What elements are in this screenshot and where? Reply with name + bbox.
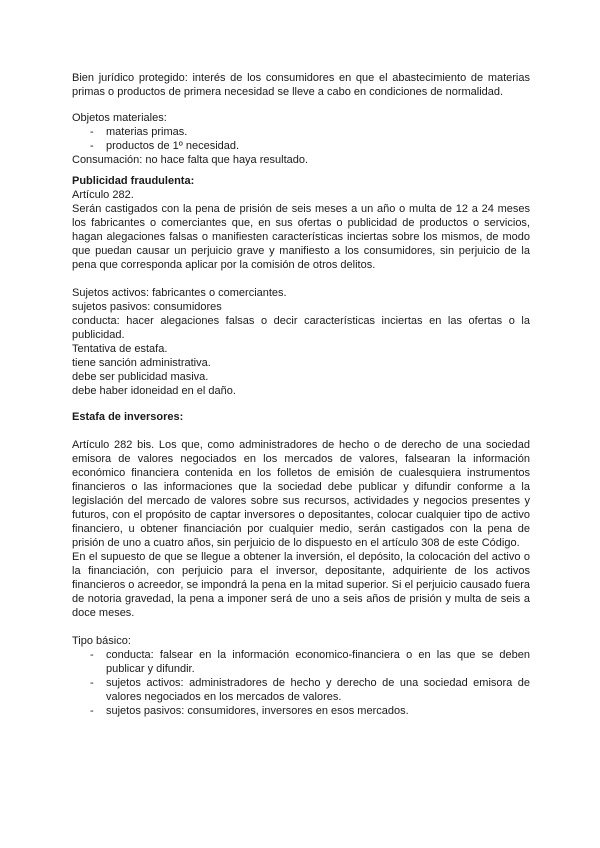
note-line: Sujetos activos: fabricantes o comerciantes. <box>72 287 287 299</box>
note-line: tiene sanción administrativa. <box>72 357 211 369</box>
note-line: sujetos pasivos: consumidores <box>72 301 222 313</box>
list-item: - sujetos pasivos: consumidores, inversores en esos mercados. <box>72 704 530 718</box>
bien-juridico-paragraph: Bien jurídico protegido: interés de los consumidores en que el abastecimiento de materias primas o productos de primera necesidad se lleve a cabo en condiciones de normalidad. <box>72 72 530 98</box>
list-item: - sujetos activos: administradores de hecho y derecho de una sociedad emisora de valores negociados en los mercados de valores. <box>72 676 530 704</box>
article-text: Artículo 282 bis. Los que, como administradores de hecho o de derecho de una sociedad emisora de valores negociados en los mercados de valores, falsearan la información económico financiera contenida en los folletos de emisión de cualesquiera instrumentos financieros o las informaciones que la sociedad debe publicar y difundir conforme a la legislación del mercado de valores sobre sus recursos, actividades y negocios presentes y futuros, con el propósito de captar inversores o depositantes, colocar cualquier tipo de activo financiero, u obtener financiación por cualquier medio, serán castigados con la pena de prisión de uno a cuatro años, sin perjuicio de lo dispuesto en el artículo 308 de este Código. <box>72 439 530 549</box>
list-item: - materias primas. <box>72 125 530 139</box>
section-heading-publicidad: Publicidad fraudulenta: <box>72 175 195 187</box>
article-text: En el supuesto de que se llegue a obtener la inversión, el depósito, la colocación del activo o la financiación, con perjuicio para el inversor, depositante, adquiriente de los activos financieros o acreedor, se impondrá la pena en la mitad superior. Si el perjuicio causado fuera de notoria gravedad, la pena a imponer será de uno a seis años de prisión y multa de seis a doce meses. <box>72 551 530 619</box>
list-item: - conducta: falsear en la información economico-financiera o en las que se deben publicar y difundir. <box>72 648 530 676</box>
tipo-basico-label: Tipo básico: <box>72 635 131 647</box>
consumacion-line: Consumación: no hace falta que haya resultado. <box>72 154 309 166</box>
note-line: conducta: hacer alegaciones falsas o decir características inciertas en las ofertas o la publicidad. <box>72 315 530 341</box>
note-line: debe haber idoneidad en el daño. <box>72 385 236 397</box>
list-item: - productos de 1º necesidad. <box>72 139 530 153</box>
objetos-label: Objetos materiales: <box>72 112 167 124</box>
article-text: Serán castigados con la pena de prisión de seis meses a un año o multa de 12 a 24 meses los fabricantes o comerciantes que, en sus ofertas o publicidad de productos o servicios, hagan alegaciones falsas o manifiesten características inciertas sobre los mismos, de modo que puedan causar un perjuicio grave y manifiesto a los consumidores, sin perjuicio de la pena que corresponda aplicar por la comisión de otros delitos. <box>72 203 530 271</box>
article-number: Artículo 282. <box>72 189 134 201</box>
note-line: Tentativa de estafa. <box>72 343 168 355</box>
document-body <box>72 71 530 718</box>
section-heading-estafa: Estafa de inversores: <box>72 411 184 423</box>
note-line: debe ser publicidad masiva. <box>72 371 209 383</box>
